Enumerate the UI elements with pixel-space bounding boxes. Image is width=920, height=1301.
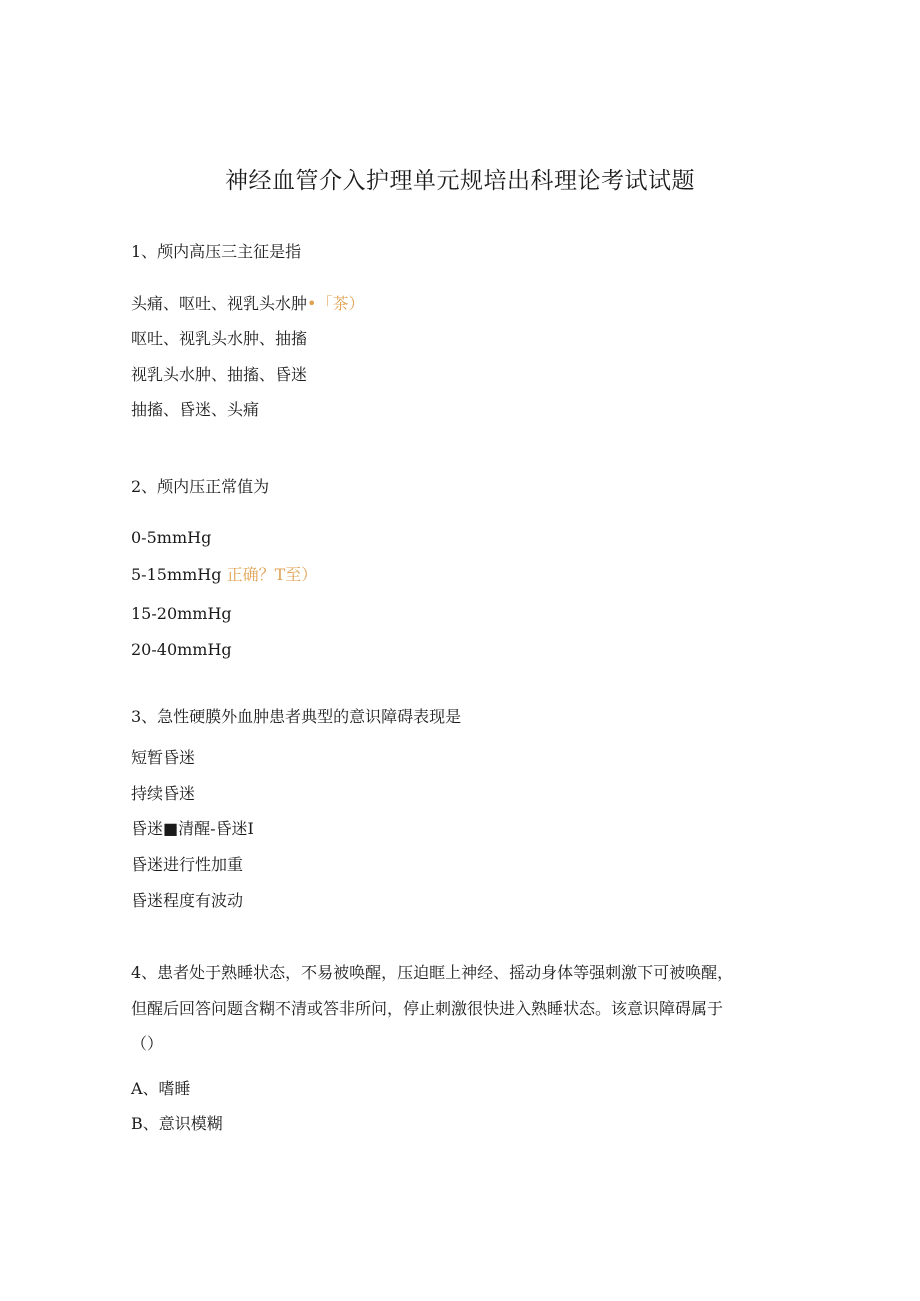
option-b: B、意识模糊 (131, 1114, 223, 1133)
question-stem-line: 4、患者处于熟睡状态，不易被唤醒，压迫眶上神经、摇动身体等强刺激下可被唤醒， (131, 963, 734, 982)
option-b: 持续昏迷 (131, 784, 196, 803)
option-c: 昏迷■清醒-昏迷I (131, 819, 254, 838)
question-stem: 2、颅内压正常值为 (131, 477, 270, 496)
option-a: A、嗜睡 (131, 1079, 191, 1098)
option-b: 呕吐、视乳头水肿、抽搐 (131, 329, 308, 348)
option-d: 昏迷进行性加重 (131, 855, 244, 874)
option-c: 视乳头水肿、抽搐、昏迷 (131, 365, 308, 384)
option-a (131, 293, 364, 315)
question-stem: 1、颅内高压三主征是指 (131, 242, 302, 261)
option-d: 20-40mmHg (131, 640, 232, 659)
option-b (131, 564, 317, 586)
option-a: 0-5mmHg (131, 528, 212, 547)
option-text: 5-15mmHg (131, 565, 222, 584)
question-stem-line: （） (131, 1034, 164, 1053)
question-stem-line: 但醒后回答问题含糊不清或答非所问，停止刺激很快进入熟睡状态。该意识障碍属于 (131, 999, 724, 1018)
question-stem: 3、急性硬膜外血肿患者典型的意识障碍表现是 (131, 707, 462, 726)
option-a: 短暂昏迷 (131, 748, 196, 767)
option-text: 头痛、呕吐、视乳头水肿 (131, 294, 308, 313)
option-d: 抽搐、昏迷、头痛 (131, 400, 260, 419)
page-title: 神经血管介入护理单元规培出科理论考试试题 (225, 168, 695, 194)
answer-annotation: •「茶） (307, 294, 365, 313)
answer-annotation: 正确？T至） (226, 565, 318, 584)
option-e: 昏迷程度有波动 (131, 891, 244, 910)
option-c: 15-20mmHg (131, 604, 232, 623)
